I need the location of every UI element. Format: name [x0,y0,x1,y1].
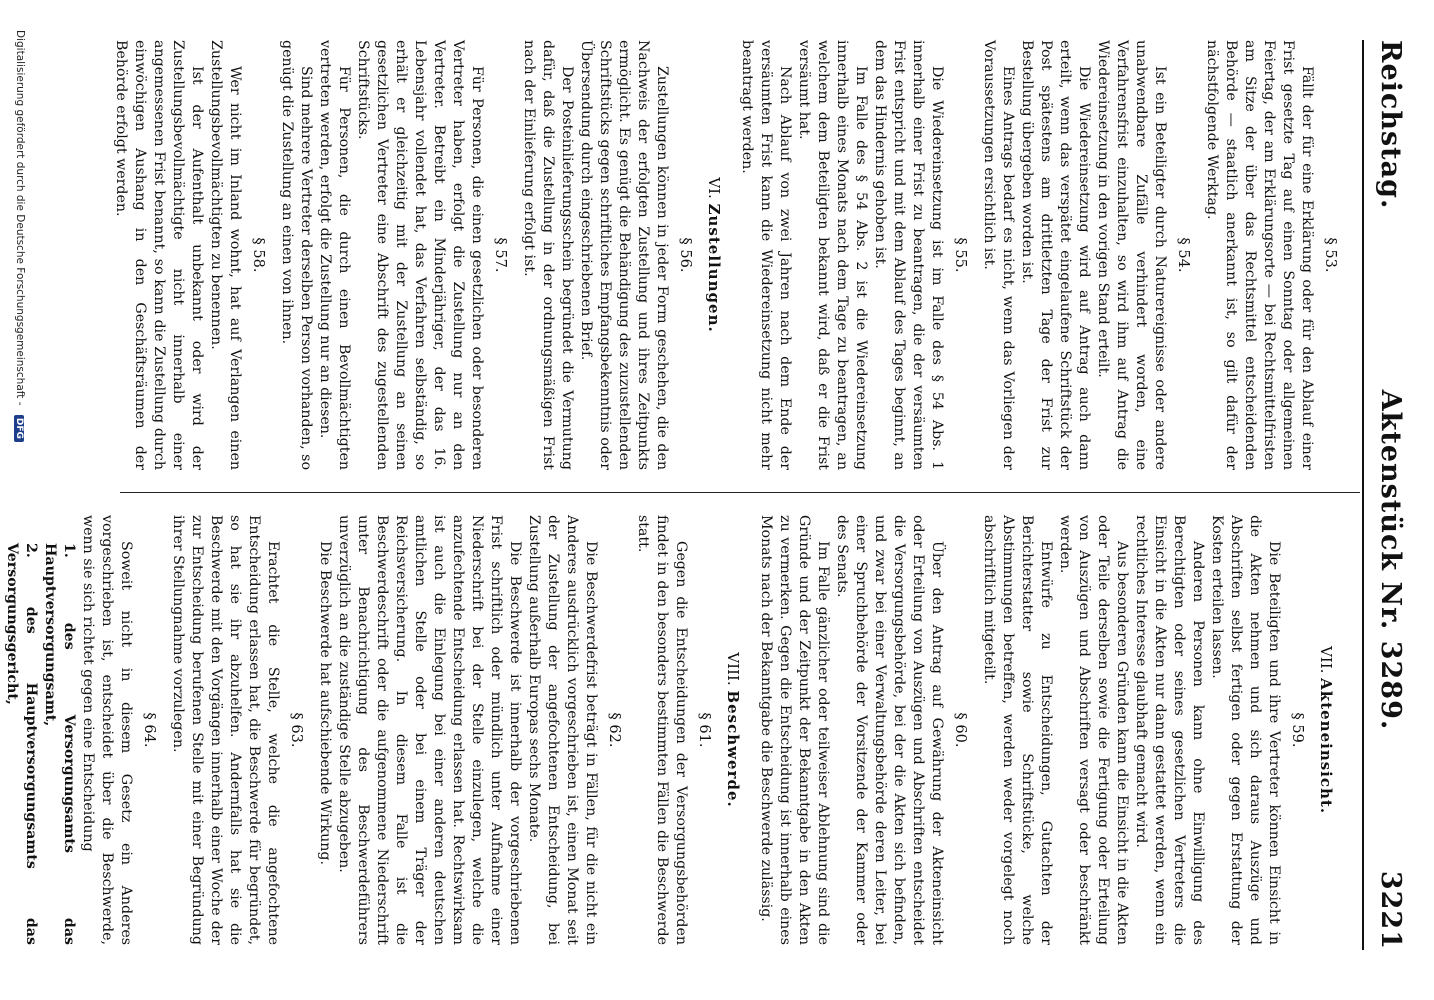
paragraph: Die Beteiligten und ihre Vertreter können Einsicht in die Akten nehmen und sich daraus Auszüge und Abschriften selbst fertigen oder gegen Erstattung der Kosten erteilen lassen. [1209,515,1282,945]
paragraph: Soweit nicht in diesem Gesetz ein Anderes vorgeschrieben ist, entscheidet über die Beschwerde, wenn sie sich richtet gegen eine Entscheidung [80,515,134,945]
footer-text: Digitalisierung gefördert durch die Deutsche Forschungsgemeinschaft - [14,30,26,406]
paragraph: Entwürfe zu Entscheidungen, Gutachten der Berichterstatter sowie Schriftstücke, welche Abstimmungen betreffen, werden weder vorgelegt noch abschriftlich mitgeteilt. [981,515,1054,945]
section-number: § 63. [288,712,304,748]
digitization-footer [14,30,26,930]
chapter-title: Beschwerde. [724,690,742,808]
section-number: § 57. [492,237,508,273]
section-number: § 58. [250,237,266,273]
section-number: § 62. [606,712,622,748]
chapter-heading [1316,515,1335,945]
list-item: 1. des Versorgungsamts das Hauptversorgungsamt, [42,543,77,945]
paragraph: Für Personen, die durch einen Bevollmächtigten vertreten werden, erfolgt die Zustellung nur an diesen. [317,40,352,470]
paragraph: Im Falle des § 54 Abs. 2 ist die Wiedereinsetzung innerhalb eines Monats nach dem Tage zu beantragen, an welchem dem Beteiligten bekannt wird, daß er die Frist versäumt hat. [796,40,869,470]
chapter-title: Akteneinsicht. [1317,678,1335,815]
paragraph: Über den Antrag auf Gewährung der Akteneinsicht oder Erteilung von Auszügen und Abschriften entscheidet die Versorgungsbehörde, bei der die Akten sich befinden, und zwar bei einer Verwaltungsbehörde deren Leiter, bei einer Spruchbehörde der Vorsitzende der Kammer oder des Senats. [834,515,945,945]
paragraph: Der Posteinlieferungsschein begründet die Vermutung dafür, daß die Zustellung in der ordnungsmäßigen Frist nach der Einlieferung erfolgt ist. [521,40,575,470]
chapter-number: VIII. [724,652,742,686]
right-column [2,515,1349,945]
section-number: § 55. [952,237,968,273]
paragraph: Ist ein Beteiligter durch Naturereignisse oder andere unabwendbare Zufälle verhindert worden, eine Verfahrensfrist einzuhalten, so wird ihm auf Antrag die Wiedereinsetzung in den vorigen Stand erteilt. [1095,40,1168,470]
paragraph: Die Beschwerde hat aufschiebende Wirkung. [317,541,333,865]
paragraph: Aus besonderen Gründen kann die Einsicht in die Akten oder Teile derselben sowie die Fertigung oder Erteilung von Auszügen und Abschriften versagt oder beschränkt werden. [1057,515,1130,945]
paragraph: Eines Antrags bedarf es nicht, wenn das Vorliegen der Voraussetzungen ersichtlich ist. [981,40,1016,470]
paragraph: Fällt der für eine Erklärung oder für den Ablauf einer Frist gesetzte Tag auf einen Sonntag oder allgemeinen Feiertag, der am Erklärungsorte — bei Rechtsmittelfristen am Sitze der über das Rechtsmittel entscheidenden Behörde — staatlich anerkannt ist, so gilt dafür der nächstfolgende Werktag. [1204,40,1315,470]
page-number: 3221 [1375,870,1406,950]
running-header [1366,40,1406,950]
section-number: § 53. [1322,237,1338,273]
chapter-title: Zustellungen. [705,203,723,333]
paragraph: Die Wiedereinsetzung wird auf Antrag auch dann erteilt, wenn das verspätet eingelaufene Schriftstück der Post spätestens am drittletzten Tage der Frist zur Bestellung übergeben worden ist. [1019,40,1092,470]
chapter-heading [723,515,742,945]
section-number: § 60. [952,712,968,748]
left-column [111,40,1349,470]
paragraph: Die Wiedereinsetzung ist im Falle des § 54 Abs. 1 innerhalb einer Frist zu beantragen, die der versäumten Frist entspricht und mit dem Ablauf des Tages beginnt, an dem das Hindernis gehoben ist. [872,40,945,470]
section-number: § 54. [1175,237,1191,273]
header-document-number: Aktenstück Nr. 3289. [1375,389,1406,731]
paragraph: Anderen Personen kann ohne Einwilligung des Berechtigten oder seines gesetzlichen Vertreters die Einsicht in die Akten nur dann gestattet werden, wenn ein rechtliches Interesse glaubhaft gemacht wird. [1133,515,1206,945]
section-number: § 59. [1289,712,1305,748]
paragraph: Sind mehrere Vertreter derselben Person vorhanden, so genügt die Zustellung an einen von ihnen. [279,40,314,470]
header-left: Reichstag. [1375,40,1406,210]
section-number: § 61. [696,712,712,748]
column-divider [120,492,1360,493]
paragraph: Im Falle gänzlicher oder teilweiser Ablehnung sind die Gründe und der Zeitpunkt der Bekanntgabe in den Akten zu vermerken. Gegen die Entscheidung ist innerhalb eines Monats nach der Bekanntgabe die Beschwerde zulässig. [758,515,831,945]
list-item: 2. des Hauptversorgungsamts das Versorgungsgericht, [4,543,39,945]
paragraph: Ist der Aufenthalt unbekannt oder wird der Zustellungsbevollmächtigte nicht innerhalb einer angemessenen Frist benannt, so kann die Zustellung durch einwöchigen Aushang in den Geschäftsräumen der Behörde erfolgt werden. [113,40,205,470]
section-number: § 64. [141,712,157,748]
dfg-logo: DFG [14,415,24,442]
paragraph: Die Beschwerdefrist beträgt in Fällen, für die nicht ein Anderes ausdrücklich vorgeschrieben ist, einen Monat seit der Zustellung der angefochtenen Entscheidung, bei Zustellung außerhalb Europas sechs Monate. [526,515,599,945]
paragraph: Nach Ablauf von zwei Jahren nach dem Ende der versäumten Frist kann die Wiedereinsetzung nicht mehr beantragt werden. [739,40,793,470]
header-rule [1362,40,1364,950]
paragraph: Erachtet die Stelle, welche die angefochtene Entscheidung erlassen hat, die Beschwerde für begründet, so hat sie ihr abzuhelfen. Andernfalls hat sie die Beschwerde mit den Vorgängen innerhalb einer Woche der zur Entscheidung berufenen Stelle mit einer Begründung ihrer Stellungnahme vorzulegen. [170,515,281,945]
paragraph: Wer nicht im Inland wohnt, hat auf Verlangen einen Zustellungsbevollmächtigten zu benennen. [208,40,243,470]
chapter-number: VI. [705,177,723,199]
section-number: § 56. [677,237,693,273]
chapter-number: VII. [1317,645,1335,674]
chapter-heading [704,40,723,470]
paragraph: Gegen die Entscheidungen der Versorgungsbehörden findet in den besonders bestimmten Fällen die Beschwerde statt. [635,515,689,945]
paragraph: Die Beschwerde ist innerhalb der vorgeschriebenen Frist schriftlich oder mündlich unter Aufnahme einer Niederschrift bei der Stelle einzulegen, welche die anzufechtende Entscheidung erlassen hat. Rechtswirksam ist auch die Einlegung bei einer anderen deutschen amtlichen Stelle oder bei einem Träger der Reichsversicherung. In diesem Falle ist die Beschwerdeschrift oder die aufgenommene Niederschrift unter Benachrichtigung des Beschwerdeführers unverzüglich an die zuständige Stelle abzugeben. [336,515,523,945]
paragraph: Für Personen, die einen gesetzlichen oder besonderen Vertreter haben, erfolgt die Zustellung nur an den Vertreter. Betreibt ein Minderjähriger, der das 16. Lebensjahr vollendet hat, das Verfahren selbständig, so erhält er gleichzeitig mit der Zustellung an seinen gesetzlichen Vertreter eine Abschrift des zugestellenden Schriftstücks. [355,40,485,470]
paragraph: Zustellungen können in jeder Form geschehen, die den Nachweis der erfolgten Zustellung und ihres Zeitpunkts ermöglicht. Es genügt die Behändigung des zuzustellenden Schriftstücks gegen schriftliches Empfangsbekenntnis oder Übersendung durch eingeschriebenen Brief. [578,40,670,470]
